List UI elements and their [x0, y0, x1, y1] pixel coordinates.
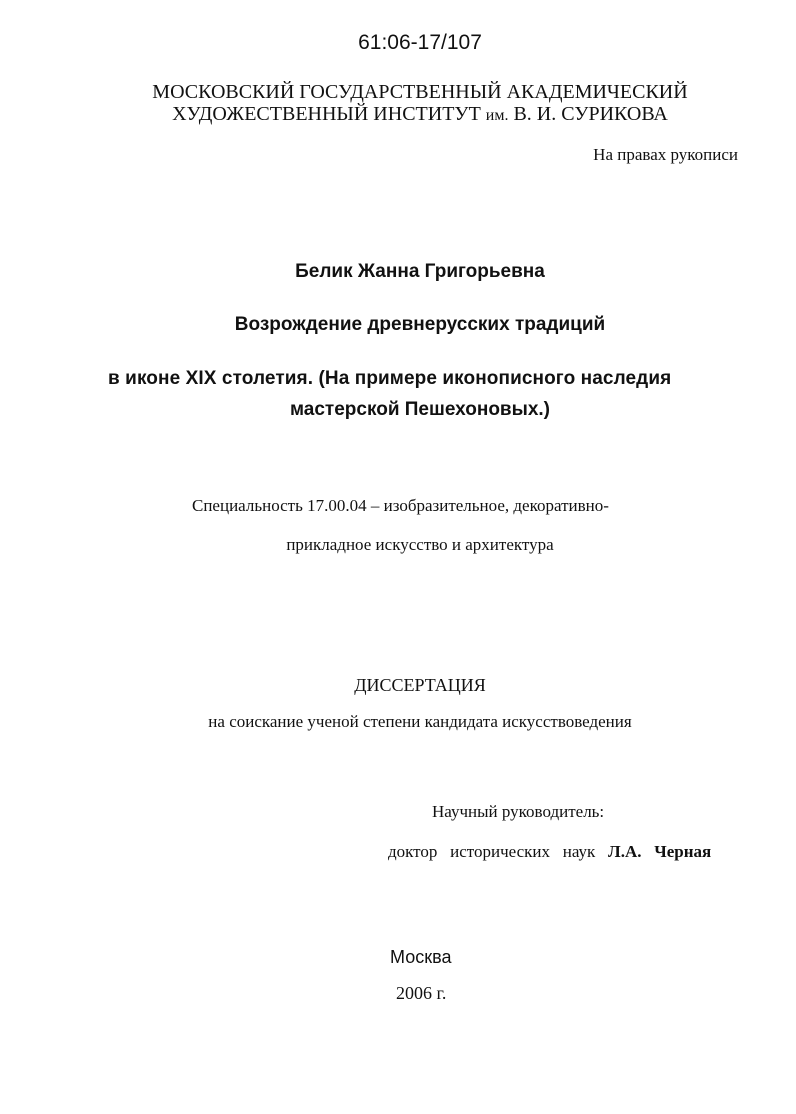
specialty-line-2: прикладное искусство и архитектура: [286, 535, 554, 554]
title-line-2: в иконе XIX столетия. (На примере иконописного наследия: [108, 368, 672, 389]
institute-line-2: [0, 104, 796, 124]
supervisor-title: доктор исторических наук: [388, 842, 596, 861]
author-name: Белик Жанна Григорьевна: [295, 261, 545, 282]
supervisor-line: [388, 843, 711, 860]
manuscript-note: На правах рукописи: [593, 145, 738, 164]
supervisor-name: Л.А. Черная: [608, 842, 712, 861]
archive-code: 61:06-17/107: [358, 31, 482, 54]
institute-surikov: В. И. СУРИКОВА: [513, 103, 668, 125]
institute-line-1: МОСКОВСКИЙ ГОСУДАРСТВЕННЫЙ АКАДЕМИЧЕСКИЙ: [152, 81, 688, 103]
title-line-3: мастерской Пешехоновых.): [289, 399, 551, 420]
institute-name: ХУДОЖЕСТВЕННЫЙ ИНСТИТУТ: [172, 103, 481, 125]
year: 2006 г.: [396, 983, 447, 1003]
degree-line: на соискание ученой степени кандидата искусствоведения: [208, 712, 632, 731]
title-line-1: Возрождение древнерусских традиций: [234, 314, 606, 335]
city: Москва: [390, 947, 452, 967]
document-type: ДИССЕРТАЦИЯ: [354, 675, 486, 695]
institute-im: им.: [485, 107, 509, 124]
specialty-line-1: Специальность 17.00.04 – изобразительное, декоративно-: [192, 496, 609, 515]
supervisor-label: Научный руководитель:: [432, 802, 605, 821]
